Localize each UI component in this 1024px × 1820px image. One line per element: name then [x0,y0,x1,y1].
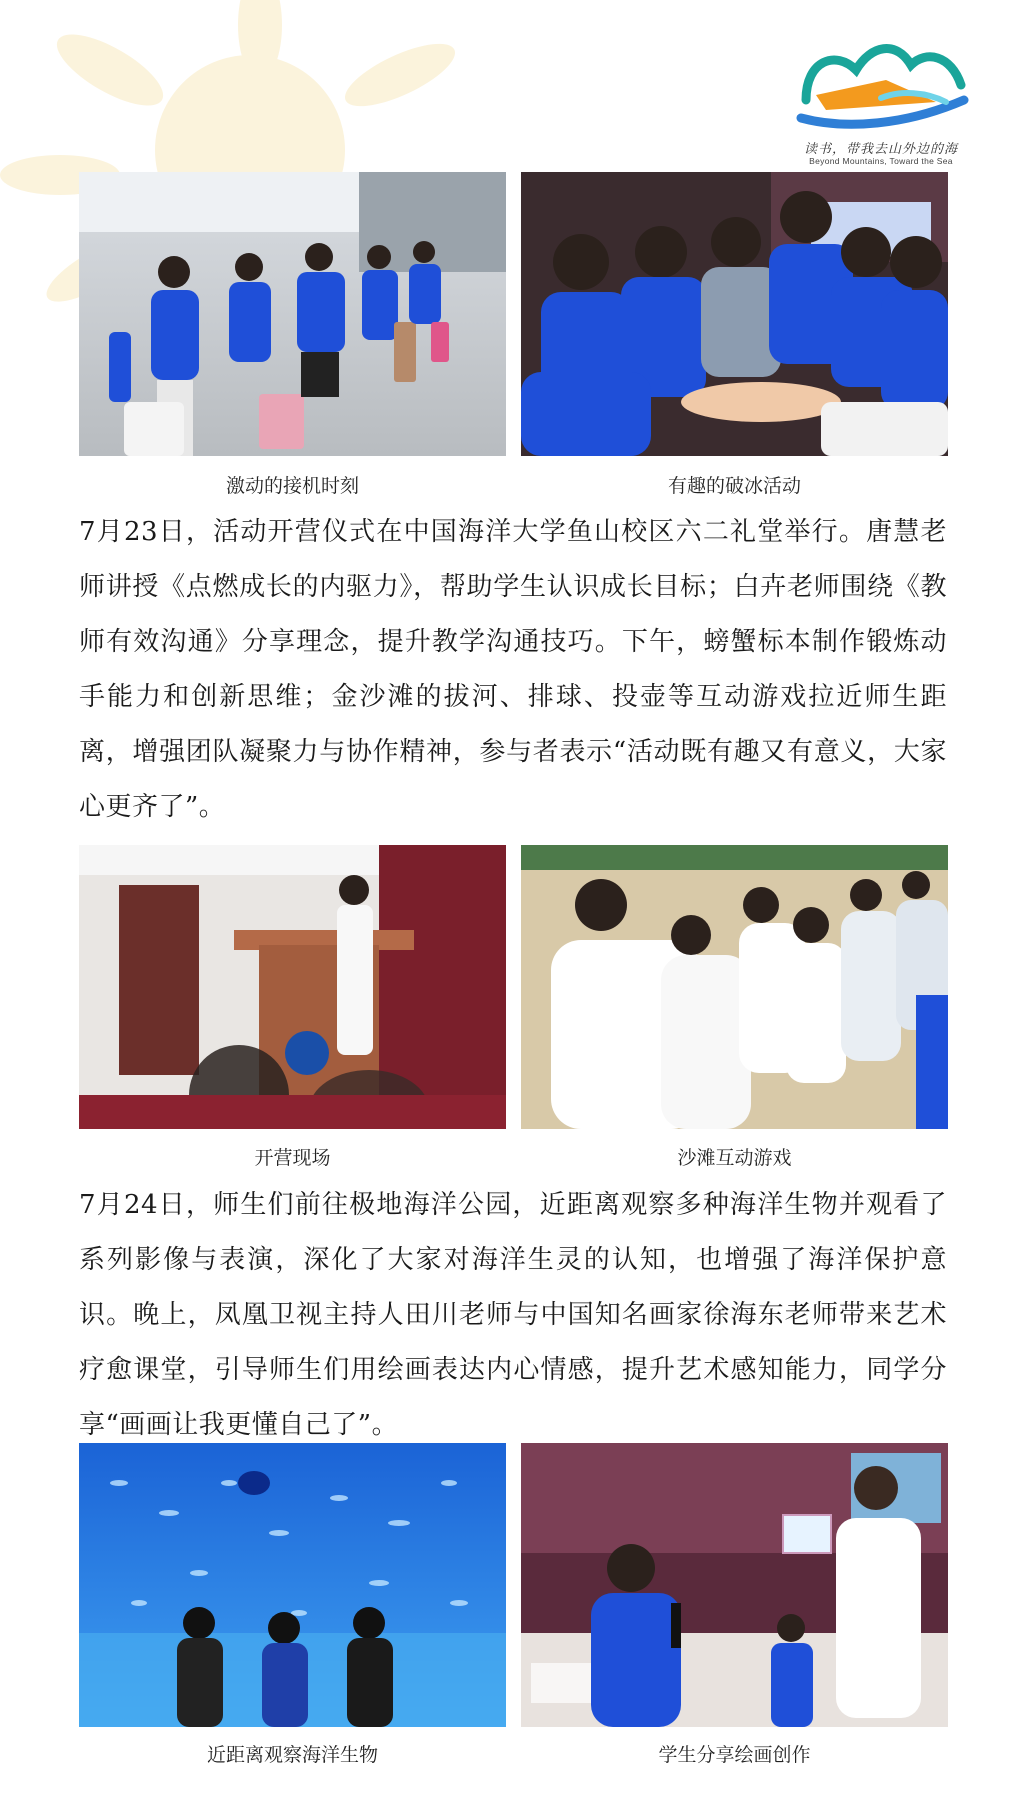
caption-opening-ceremony: 开营现场 [254,1147,331,1169]
logo-subtitle: Beyond Mountains, Toward the Sea [809,156,953,166]
photo-drawing-share [521,1443,948,1727]
caption-drawing-share: 学生分享绘画创作 [658,1744,811,1766]
mountain-sea-logo-icon [786,30,976,135]
caption-airport-pickup: 激动的接机时刻 [225,475,359,497]
logo-slogan: 读书，带我去山外边的海 [803,142,958,157]
program-logo [786,30,976,170]
caption-icebreaker: 有趣的破冰活动 [667,475,801,497]
photo-icebreaker [521,172,948,456]
photo-airport-pickup [79,172,506,456]
paragraph-july-24: 7月24日，师生们前往极地海洋公园，近距离观察多种海洋生物并观看了系列影像与表演，深化了大家对海洋生灵的认知，也增强了海洋保护意识。晚上，凤凰卫视主持人田川老师与中国知名画家徐海东老师带来艺术疗愈课堂，引导师生们用绘画表达内心情感，提升艺术感知能力，同学分享“画画让我更懂自己了”。 [79,1190,947,1440]
caption-aquarium: 近距离观察海洋生物 [206,1744,378,1766]
photo-opening-ceremony [79,845,506,1129]
photo-beach-games [521,845,948,1129]
paragraph-july-23: 7月23日，活动开营仪式在中国海洋大学鱼山校区六二礼堂举行。唐慧老师讲授《点燃成长的内驱力》，帮助学生认识成长目标；白卉老师围绕《教师有效沟通》分享理念，提升教学沟通技巧。下午，螃蟹标本制作锻炼动手能力和创新思维；金沙滩的拔河、排球、投壶等互动游戏拉近师生距离，增强团队凝聚力与协作精神，参与者表示“活动既有趣又有意义，大家心更齐了”。 [79,517,947,822]
caption-beach-games: 沙滩互动游戏 [677,1147,792,1169]
photo-aquarium [79,1443,506,1727]
